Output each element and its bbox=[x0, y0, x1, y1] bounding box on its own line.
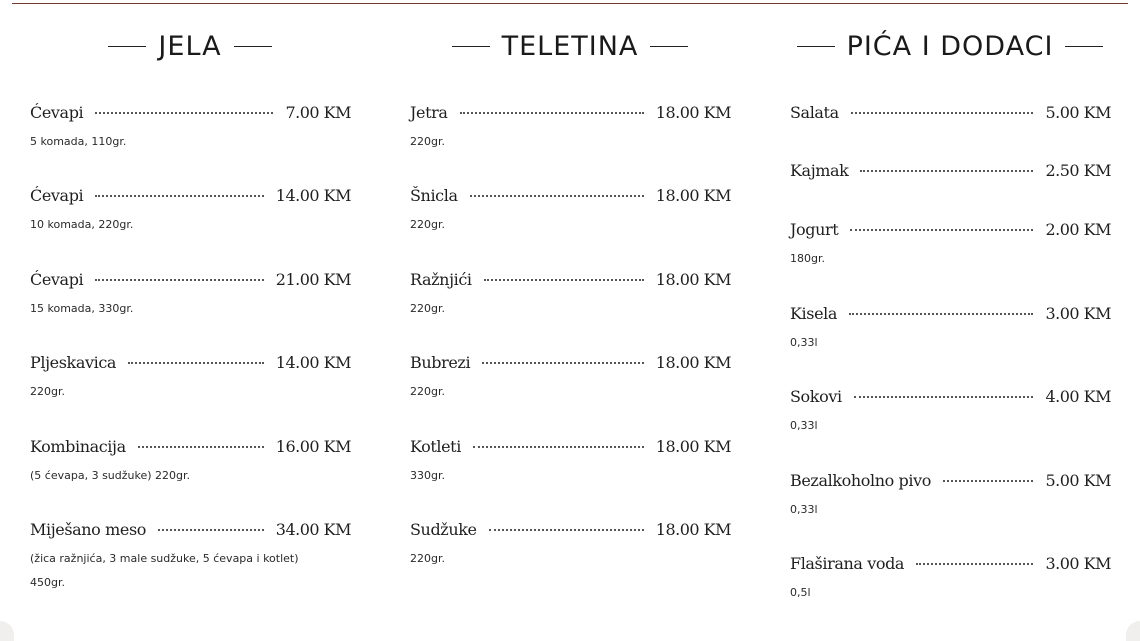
item-price: 21.00 KM bbox=[275, 269, 351, 289]
item-price: 2.50 KM bbox=[1045, 160, 1111, 180]
item-price: 34.00 KM bbox=[275, 519, 351, 539]
item-name: Pljeskavica bbox=[30, 352, 117, 372]
item-name: Miješano meso bbox=[30, 519, 146, 539]
item-name: Kisela bbox=[790, 303, 838, 323]
menu-item bbox=[410, 435, 731, 483]
item-description: 10 komada, 220gr. bbox=[30, 218, 134, 231]
menu-item bbox=[790, 218, 1111, 266]
item-price: 18.00 KM bbox=[655, 269, 731, 289]
item-description: 0,33l bbox=[790, 503, 818, 516]
section-heading bbox=[789, 28, 1111, 64]
section-heading bbox=[29, 28, 351, 64]
bottom-left-corner bbox=[0, 621, 14, 641]
item-description: 220gr. bbox=[410, 218, 445, 231]
menu-item bbox=[30, 435, 351, 483]
item-description: 0,33l bbox=[790, 336, 818, 349]
item-price: 5.00 KM bbox=[1045, 470, 1111, 490]
item-description: 5 komada, 110gr. bbox=[30, 135, 127, 148]
item-description: 220gr. bbox=[410, 385, 445, 398]
item-name: Flaširana voda bbox=[790, 553, 905, 573]
menu-item bbox=[790, 101, 1111, 123]
dot-leader bbox=[854, 396, 1034, 398]
item-name: Jogurt bbox=[790, 219, 839, 239]
item-price: 18.00 KM bbox=[655, 102, 731, 122]
heading-rule-left bbox=[452, 46, 490, 47]
menu-item bbox=[790, 552, 1111, 600]
heading-rule-left bbox=[797, 46, 835, 47]
dot-leader bbox=[138, 446, 264, 448]
item-name: Šnicla bbox=[410, 185, 458, 205]
menu-item bbox=[30, 268, 351, 316]
item-description: 0,5l bbox=[790, 586, 811, 599]
heading-rule-right bbox=[1065, 46, 1103, 47]
item-price: 2.00 KM bbox=[1045, 219, 1111, 239]
item-price: 3.00 KM bbox=[1045, 553, 1111, 573]
dot-leader bbox=[95, 112, 273, 114]
dot-leader bbox=[849, 313, 1033, 315]
item-name: Bubrezi bbox=[410, 352, 471, 372]
menu-column-pica-i-dodaci bbox=[790, 0, 1111, 641]
item-price: 18.00 KM bbox=[655, 436, 731, 456]
item-name: Kombinacija bbox=[30, 436, 126, 456]
item-description: 330gr. bbox=[410, 469, 445, 482]
heading-rule-left bbox=[108, 46, 146, 47]
bottom-right-corner bbox=[1126, 621, 1140, 641]
item-price: 3.00 KM bbox=[1045, 303, 1111, 323]
item-price: 18.00 KM bbox=[655, 185, 731, 205]
dot-leader bbox=[95, 195, 264, 197]
item-name: Bezalkoholno pivo bbox=[790, 470, 931, 490]
item-description: 220gr. bbox=[30, 385, 65, 398]
dot-leader bbox=[158, 529, 264, 531]
menu-item bbox=[790, 385, 1111, 433]
item-name: Jetra bbox=[410, 102, 448, 122]
dot-leader bbox=[850, 229, 1033, 231]
menu-column-teletina bbox=[410, 0, 731, 641]
menu-item bbox=[790, 469, 1111, 517]
menu-item bbox=[30, 184, 351, 232]
item-price: 18.00 KM bbox=[655, 519, 731, 539]
item-name: Salata bbox=[790, 102, 839, 122]
dot-leader bbox=[95, 279, 264, 281]
section-title: JELA bbox=[158, 30, 222, 62]
item-name: Sudžuke bbox=[410, 519, 477, 539]
section-heading bbox=[409, 28, 731, 64]
item-description: 0,33l bbox=[790, 419, 818, 432]
dot-leader bbox=[482, 362, 644, 364]
menu-item bbox=[30, 101, 351, 149]
item-name: Kajmak bbox=[790, 160, 849, 180]
item-price: 16.00 KM bbox=[275, 436, 351, 456]
menu-item bbox=[410, 268, 731, 316]
item-description: 180gr. bbox=[790, 252, 825, 265]
item-description: 220gr. bbox=[410, 302, 445, 315]
item-price: 18.00 KM bbox=[655, 352, 731, 372]
item-price: 4.00 KM bbox=[1045, 386, 1111, 406]
item-price: 14.00 KM bbox=[275, 185, 351, 205]
item-price: 5.00 KM bbox=[1045, 102, 1111, 122]
menu-item bbox=[790, 159, 1111, 181]
section-title: PIĆA I DODACI bbox=[846, 30, 1054, 62]
item-description: (5 ćevapa, 3 sudžuke) 220gr. bbox=[30, 469, 191, 482]
dot-leader bbox=[943, 480, 1034, 482]
menu-item bbox=[410, 184, 731, 232]
item-name: Kotleti bbox=[410, 436, 461, 456]
menu-item bbox=[790, 302, 1111, 350]
dot-leader bbox=[460, 112, 644, 114]
item-name: Sokovi bbox=[790, 386, 842, 406]
item-price: 7.00 KM bbox=[285, 102, 351, 122]
menu-item bbox=[30, 518, 351, 590]
section-title: TELETINA bbox=[501, 30, 639, 62]
item-name: Ćevapi bbox=[30, 269, 84, 289]
item-name: Ražnjići bbox=[410, 269, 472, 289]
dot-leader bbox=[489, 529, 644, 531]
item-weight: 450gr. bbox=[30, 576, 65, 589]
item-name: Ćevapi bbox=[30, 185, 84, 205]
item-description: (žica ražnjića, 3 male sudžuke, 5 ćevapa i kotlet) bbox=[30, 552, 299, 565]
item-name: Ćevapi bbox=[30, 102, 84, 122]
dot-leader bbox=[916, 563, 1033, 565]
dot-leader bbox=[128, 362, 264, 364]
item-description: 15 komada, 330gr. bbox=[30, 302, 134, 315]
dot-leader bbox=[860, 170, 1033, 172]
item-price: 14.00 KM bbox=[275, 352, 351, 372]
item-description: 220gr. bbox=[410, 552, 445, 565]
heading-rule-right bbox=[234, 46, 272, 47]
dot-leader bbox=[473, 446, 644, 448]
menu-item bbox=[410, 518, 731, 566]
dot-leader bbox=[484, 279, 644, 281]
dot-leader bbox=[851, 112, 1034, 114]
menu-item bbox=[410, 351, 731, 399]
menu-column-jela bbox=[30, 0, 351, 641]
dot-leader bbox=[470, 195, 644, 197]
item-description: 220gr. bbox=[410, 135, 445, 148]
menu-item bbox=[30, 351, 351, 399]
menu-item bbox=[410, 101, 731, 149]
heading-rule-right bbox=[650, 46, 688, 47]
